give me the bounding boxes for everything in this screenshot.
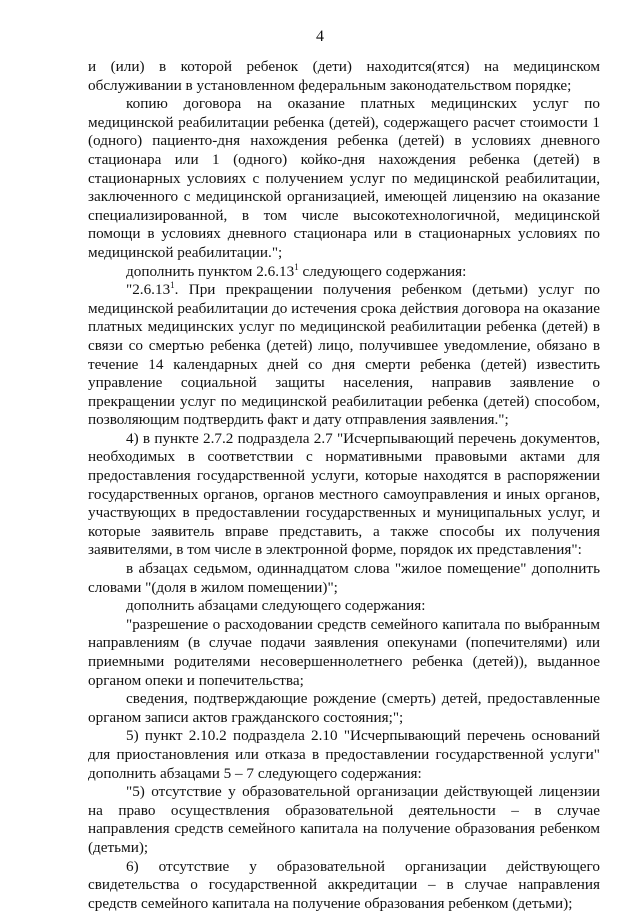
paragraph: "разрешение о расходовании средств семейного капитала по выбранным направлениям (в случае подачи заявления опекунами (попечителями) или приемными родителями несовершеннолетнего ребенка (детей)), выданное органом опеки и попечительства; [88,615,600,689]
paragraph: копию договора на оказание платных медицинских услуг по медицинской реабилитации ребенка (детей), содержащего расчет стоимости 1 (одного) пациенто-дня нахождения ребенка (детей) в условиях дневного стационара или 1 (одного) койко-дня нахождения ребенка (детей) в стационарных условиях с получением услуг по медицинской реабилитации, заключенного с медицинской организацией, имеющей лицензию на оказание специализированной, в том числе высокотехнологичной, медицинской помощи в условиях дневного стационара или в стационарных условиях по медицинской реабилитации."; [88,95,600,261]
page-number: 4 [316,28,324,45]
paragraph: "5) отсутствие у образовательной организации действующей лицензии на право осуществления образовательной деятельности – в случае направления средств семейного капитала на получение образования ребенком (детьми); [88,783,600,856]
superscript: 1 [294,261,299,272]
paragraph: дополнить абзацами следующего содержания: [126,597,426,615]
paragraph: 4) в пункте 2.7.2 подраздела 2.7 "Исчерпывающий перечень документов, необходимых в соответствии с нормативными правовыми актами для предоставления государственной услуги, которые находятся в распоряжении государственных органов, органов местного самоуправления и иных органов, участвующих в предоставлении государственных и муниципальных услуг, и которые заявитель вправе представить, а также способы их получения заявителями, в том числе в электронной форме, порядок их представления": [88,429,600,559]
paragraph: 5) пункт 2.10.2 подраздела 2.10 "Исчерпывающий перечень оснований для приостановления или отказа в предоставлении государственной услуги" дополнить абзацами 5 – 7 следующего содержания: [88,727,600,782]
paragraph: и (или) в которой ребенок (дети) находится(ятся) на медицинском обслуживании в установленном федеральным законодательством порядке; [88,58,600,94]
document-body [88,58,600,913]
paragraph: 6) отсутствие у образовательной организации действующего свидетельства о государственной аккредитации – в случае направления средств семейного капитала на получение образования ребенком (детьми); [88,857,600,912]
paragraph: сведения, подтверждающие рождение (смерть) детей, предоставленные органом записи актов гражданского состояния;"; [88,690,600,726]
paragraph: в абзацах седьмом, одиннадцатом слова "жилое помещение" дополнить словами "(доля в жилом помещении)"; [88,560,600,596]
paragraph: "2.6.13$^1$. При прекращении получения ребенком (детьми) услуг по медицинской реабилитации до истечения срока действия договора на оказание платных медицинских услуг по медицинской реабилитации ребенка (детей) в связи со смертью ребенка (детей) лицо, получившее уведомление, обязано в течение 14 календарных дней со дня смерти ребенка (детей) известить управление социальной защиты населения, направив заявление о прекращении услуг по медицинской реабилитации ребенка (детей) способом, позволяющим подтвердить факт и дату отправления заявления."; [88,280,600,429]
superscript: 1 [170,280,175,291]
paragraph: дополнить пунктом 2.6.13$^1$ следующего содержания: [126,261,467,280]
